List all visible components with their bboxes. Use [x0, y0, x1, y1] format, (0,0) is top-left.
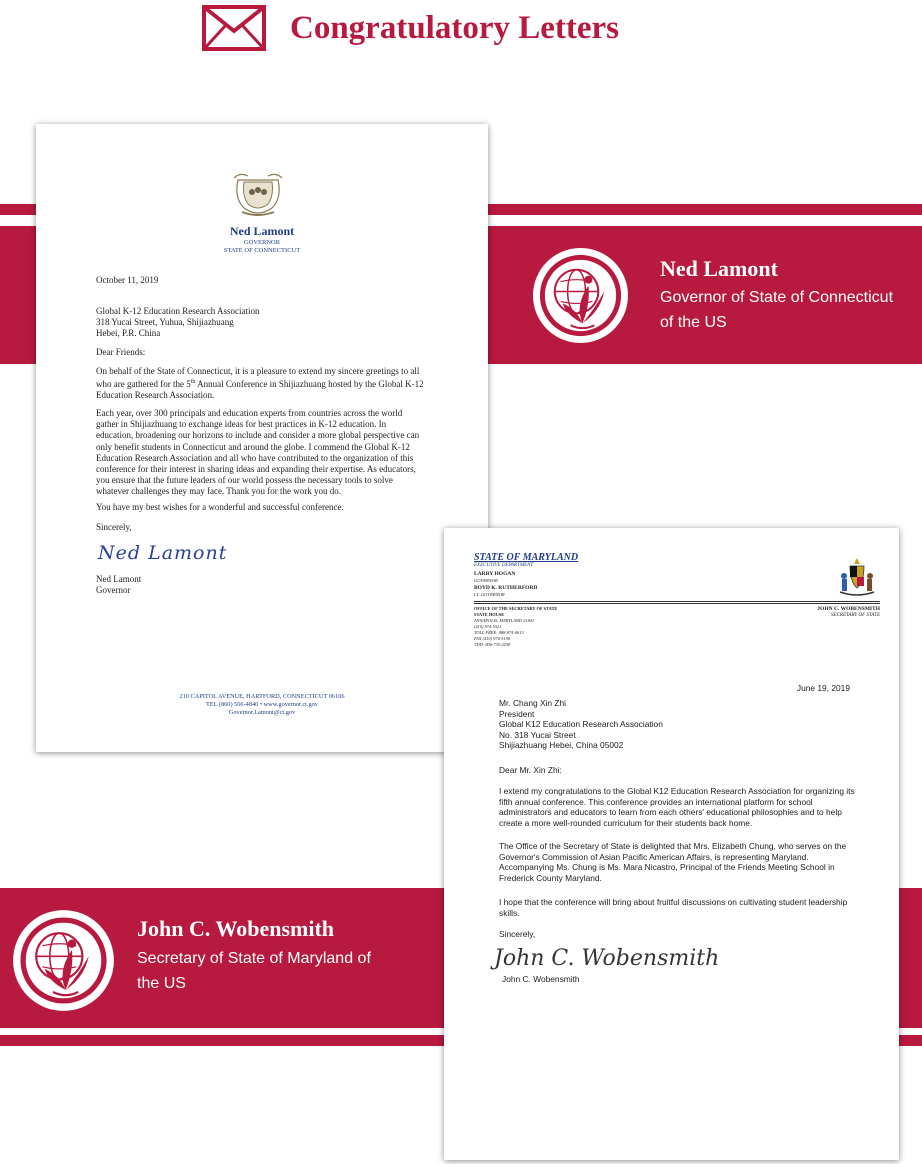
paragraph-1 [96, 366, 446, 402]
text-line: you ensure that the future leaders of our world possess the necessary tools to solve [96, 475, 393, 486]
band1-role-line1: Governor of State of Connecticut [660, 289, 894, 306]
text-line: create a more well-rounded curriculum for their students back home. [499, 817, 753, 828]
letter-maryland [444, 528, 899, 1160]
office-line: (410) 974-5521 [474, 624, 502, 629]
text-line: gather in Shijiazhuang to exchange ideas for best practices in K-12 education. In [96, 419, 387, 430]
signer-name: Ned Lamont [96, 574, 142, 584]
address-line: Hebei, P.R. China [96, 328, 161, 339]
signer-name: John C. Wobensmith [502, 974, 580, 984]
band2-role-line2: the US [137, 975, 186, 992]
footer-line: 210 CAPITOL AVENUE, HARTFORD, CONNECTICUT 06106 [179, 693, 345, 700]
address-line: Mr. Chang Xin Zhi [499, 698, 567, 708]
salutation: Dear Mr. Xin Zhi: [499, 765, 562, 775]
letterhead-dept: EXECUTIVE DEPARTMENT [474, 563, 534, 568]
letter-date: October 11, 2019 [96, 275, 159, 285]
address-line: Global K-12 Education Research Association [96, 306, 260, 316]
connecticut-seal-icon [230, 168, 286, 220]
association-logo [11, 908, 116, 1013]
association-logo [531, 246, 630, 345]
paragraph-2 [499, 841, 846, 883]
letterhead-rule [474, 601, 880, 604]
page-title: Congratulatory Letters [290, 10, 620, 46]
sender-state: STATE OF CONNECTICUT [223, 247, 301, 254]
governor-title: GOVERNOR [474, 578, 498, 583]
footer-line: Governor.Lamont@ct.gov [228, 709, 296, 717]
lt-governor-name: BOYD K. RUTHERFORD [474, 585, 538, 591]
footer-line: TEL (860) 566-4840 • www.governor.ct.gov [206, 701, 318, 709]
letter-date: June 19, 2019 [796, 683, 850, 693]
paragraph-2 [96, 408, 446, 498]
text-line: whatever challenges they may face. Thank you for the work you do. [96, 486, 341, 497]
text-line: skills. [499, 907, 520, 918]
maryland-seal-icon [836, 556, 878, 598]
address-line: 318 Yucai Street, Yuhua, Shijiazhuang [96, 317, 234, 328]
band1-role [660, 285, 920, 335]
recipient-address [96, 306, 259, 340]
office-line: FAX (410) 974-5190 [474, 636, 511, 641]
secretary-title: SECRETARY OF STATE [831, 613, 880, 618]
text-line: I hope that the conference will bring about fruitful discussions on cultivating student leadership [499, 897, 848, 907]
band2-role [137, 946, 407, 996]
letterhead-state: STATE OF MARYLAND [474, 552, 579, 563]
office-line: ANNAPOLIS, MARYLAND 21401 [474, 618, 535, 623]
text-line: The Office of the Secretary of State is delighted that Mrs. Elizabeth Chung, who serves on the [499, 841, 847, 851]
governor-name: LARRY HOGAN [474, 571, 516, 577]
text-line: Education Research Association and all who have contributed to the organization of this [96, 452, 414, 463]
office-line: STATE HOUSE [474, 612, 505, 617]
closing: Sincerely, [96, 522, 132, 532]
office-line: OFFICE OF THE SECRETARY OF STATE [474, 606, 558, 611]
text-line: Frederick County Maryland. [499, 872, 602, 883]
paragraph-3: You have my best wishes for a wonderful and successful conference. [96, 502, 344, 512]
band2-name: John C. Wobensmith [137, 916, 335, 941]
text-line: On behalf of the State of Connecticut, it is a pleasure to extend my sincere greetings to all [96, 366, 420, 376]
lt-governor-title: LT. GOVERNOR [474, 592, 505, 597]
text-line: I extend my congratulations to the Global K12 Education Research Association for organizing its [499, 786, 855, 796]
band1-role-line2: of the US [660, 314, 727, 331]
signature: Ned Lamont [98, 542, 228, 564]
address-line: Global K12 Education Research Association [499, 719, 663, 730]
text-line: only benefit students in Connecticut and around the globe. I commend the Global K-12 [96, 441, 410, 452]
superscript: th [190, 379, 196, 386]
text-line: Governor's Commission of Asian Pacific American Affairs, is representing Maryland. [499, 851, 809, 862]
signature: John C. Wobensmith [494, 946, 720, 971]
paragraph-3 [499, 897, 847, 918]
address-line: No. 318 Yucai Street [499, 729, 576, 740]
closing: Sincerely, [499, 929, 536, 939]
text-line: education, broadening our horizons to include and consider a more global perspective can [96, 430, 420, 441]
sender-title: GOVERNOR [243, 239, 281, 246]
office-line: TDD: 800-735-2258 [474, 642, 511, 647]
letter-footer [36, 693, 488, 718]
text-line: Each year, over 300 principals and education experts from countries across the world [96, 408, 403, 418]
text-line: Accompanying Ms. Chung is Ms. Mara Nicastro, Principal of the Friends Meeting School in [499, 862, 835, 873]
text-line: Education Research Association. [96, 390, 215, 401]
paragraph-1 [499, 786, 855, 828]
text-line: administrators and educators to learn from each others' educational philosophies and to help [499, 807, 842, 818]
text-line: fifth annual conference. This conference provides an international platform for school [499, 796, 813, 807]
sender-name: Ned Lamont [229, 224, 295, 238]
text-line: conference for their interest in sharing ideas and expanding their expertise. As educators, [96, 464, 416, 475]
band1-name: Ned Lamont [660, 256, 778, 281]
address-line: President [499, 708, 535, 719]
signer-title: Governor [96, 585, 131, 595]
text-segment: Annual Conference in Shijiazhuang hosted by the Global K-12 [195, 379, 424, 390]
recipient-address [499, 698, 663, 751]
band2-role-line1: Secretary of State of Maryland of [137, 950, 371, 967]
envelope-icon [202, 5, 266, 51]
secretary-name: JOHN C. WOBENSMITH [817, 606, 880, 612]
salutation: Dear Friends: [96, 347, 146, 357]
address-line: Shijiazhuang Hebei, China 05002 [499, 740, 624, 751]
office-line: TOLL FREE: 888-874-0013 [474, 630, 524, 635]
text-line [96, 377, 446, 390]
text-segment: who are gathered for the 5 [96, 379, 191, 390]
office-block [474, 606, 557, 648]
letter-connecticut [36, 124, 488, 752]
